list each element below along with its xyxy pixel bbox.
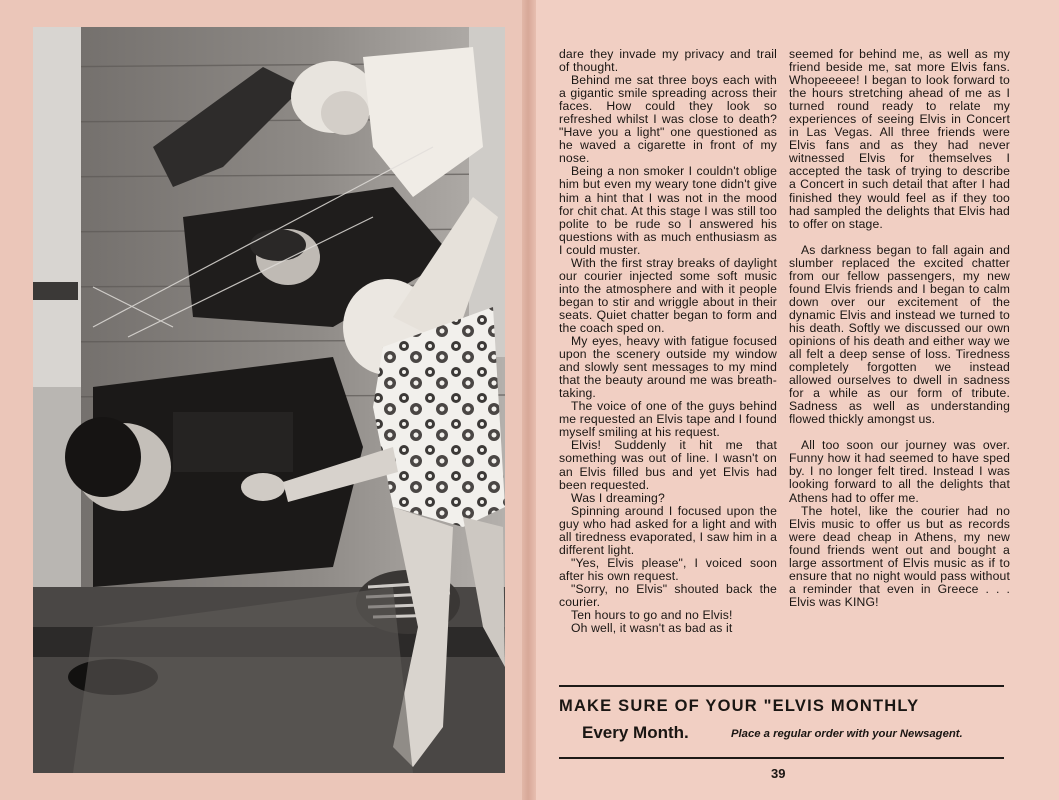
advert-subline-bold: Every Month. xyxy=(582,723,689,742)
article-paragraph: As darkness began to fall again and slumber replaced the excited chatter from our fellow passengers, my new found Elvis friends and I began to calm down over our excitement of the dynamic Elvis and instead we turned to his death. Softly we discussed our own opinions of his death and either way we all felt a deep sense of loss. Tiredness completely forgotten we instead allowed ourselves to dwell in sadness for a while as our form of tribute. Sadness as well as understanding flowed thickly amongst us. xyxy=(789,242,1010,427)
page-number: 39 xyxy=(771,766,786,781)
article-column-2 xyxy=(789,48,1010,609)
elvis-dance-photo xyxy=(33,27,505,773)
article-paragraph: With the first stray breaks of daylight our courier injected some soft music into the atmosphere and with it people began to stir and wriggle about in their seats. Quiet chatter began to form and the coach sped on. xyxy=(559,255,777,335)
article-paragraph: The voice of one of the guys behind me requested an Elvis tape and I found myself smiling at his request. xyxy=(559,399,777,440)
article-column-1 xyxy=(559,48,777,635)
article-paragraph: My eyes, heavy with fatigue focused upon the scenery outside my window and slowly sent messages to my mind that the beauty around me was breath-taking. xyxy=(559,334,777,401)
advert-headline: MAKE SURE OF YOUR "ELVIS MONTHLY xyxy=(559,697,920,715)
advert-subline-italic: Place a regular order with your Newsagent. xyxy=(731,728,963,740)
article-paragraph: All too soon our journey was over. Funny how it had seemed to have sped by. I no longer felt tired. Instead I was looking forward to all the delights that Athens had to offer me. xyxy=(789,438,1010,505)
article-paragraph: The hotel, like the courier had no Elvis music to offer us but as records were dead cheap in Athens, my new found friends went out and bought a large assortment of Elvis music as if to ensure that no night would pass without a reminder that even in Greece . . . Elvis was KING! xyxy=(789,503,1010,609)
article-paragraph: dare they invade my privacy and trail of thought. xyxy=(559,47,777,75)
article-paragraph: Was I dreaming? xyxy=(571,490,665,505)
advert-rule-bottom xyxy=(559,757,1004,759)
article-paragraph: Being a non smoker I couldn't oblige him but even my weary tone didn't give him a hint that I was not in the mood for chit chat. At this stage I was still too polite to be rude so I answered his questions with as much enthusiasm as I could muster. xyxy=(559,164,777,257)
article-paragraph: seemed for behind me, as well as my friend beside me, sat more Elvis fans. Whopeeeee! I began to look forward to the hours stretching ahead of me as I turned round ready to relate my experiences of seeing Elvis in Concert in Las Vegas. All three friends were Elvis fans and as they had never witnessed Elvis for themselves I accepted the task of trying to describe a Concert in such detail that after I had finished they would feel as if they too had sampled the delights that Elvis had to offer on stage. xyxy=(789,47,1010,231)
article-paragraph: Spinning around I focused upon the guy who had asked for a light and with all tiredness evaporated, I saw him in a different light. xyxy=(559,503,777,557)
article-paragraph: Oh well, it wasn't as bad as it xyxy=(571,621,733,636)
advert-rule-top xyxy=(559,685,1004,687)
photo-illustration xyxy=(33,27,505,773)
article-paragraph: "Yes, Elvis please", I voiced soon after his own request. xyxy=(559,555,777,583)
page-gutter xyxy=(522,0,536,800)
article-paragraph: Ten hours to go and no Elvis! xyxy=(571,608,733,623)
article-paragraph: Behind me sat three boys each with a gigantic smile spreading across their faces. How could they look so refreshed whilst I was close to death? "Have you a light" one questioned as he waved a cigarette in front of my nose. xyxy=(559,73,777,166)
article-paragraph: "Sorry, no Elvis" shouted back the courier. xyxy=(559,581,777,609)
article-paragraph: Elvis! Suddenly it hit me that something was out of line. I wasn't on an Elvis filled bus and yet Elvis had been requested. xyxy=(559,438,777,492)
